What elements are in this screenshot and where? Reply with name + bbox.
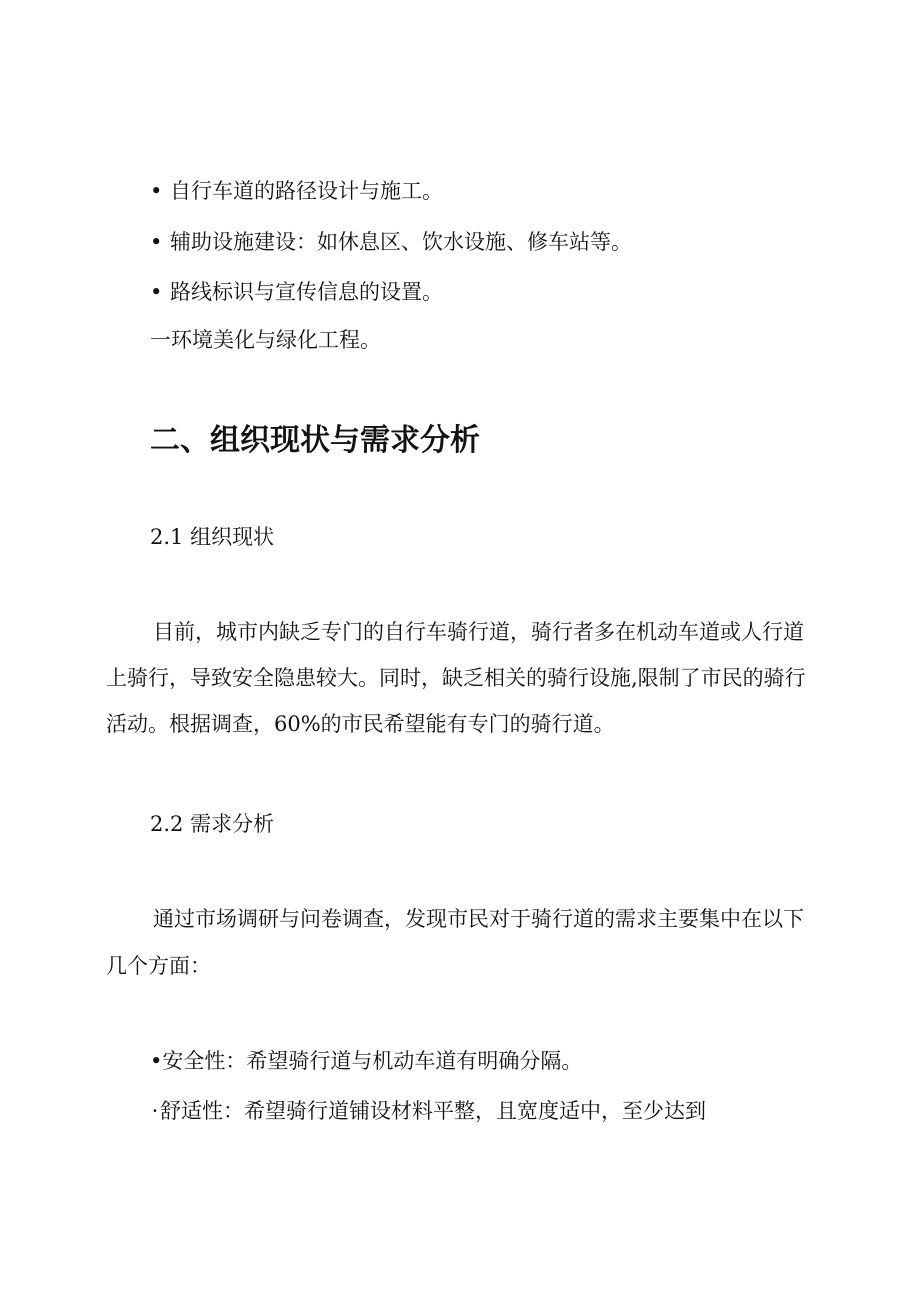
- list-item-text: 辅助设施建设：如休息区、饮水设施、修车站等。: [170, 230, 632, 254]
- paragraph-line: 上骑行，导致安全隐患较大。同时，缺乏相关的骑行设施,限制了市民的骑行: [106, 666, 806, 690]
- bullet-dot: •: [150, 230, 163, 254]
- bullet-dot: •: [150, 1049, 163, 1073]
- list-item-text: 舒适性：希望骑行道铺设材料平整，且宽度适中，至少达到: [160, 1099, 706, 1123]
- subsection-heading: 2.1 组织现状: [150, 525, 275, 549]
- list-item: [150, 176, 443, 206]
- list-item-text: 安全性：希望骑行道与机动车道有明确分隔。: [162, 1049, 583, 1073]
- list-item: [150, 1096, 706, 1126]
- subsection-heading: 2.2 需求分析: [150, 812, 275, 836]
- paragraph-line: 通过市场调研与问卷调查，发现市民对于骑行道的需求主要集中在以下: [153, 907, 804, 931]
- section-heading: 二、组织现状与需求分析: [150, 423, 480, 458]
- list-item: [150, 1046, 582, 1076]
- bullet-dot: ·: [151, 1099, 159, 1123]
- dash-list-item: 一环境美化与绿化工程。: [150, 328, 381, 352]
- list-item-text: 路线标识与宣传信息的设置。: [170, 280, 443, 304]
- paragraph-line: 活动。根据调查，60%的市民希望能有专门的骑行道。: [106, 712, 615, 736]
- paragraph-line: 几个方面：: [106, 954, 211, 978]
- list-item-text: 自行车道的路径设计与施工。: [170, 179, 443, 203]
- list-item: [150, 227, 632, 257]
- bullet-dot: •: [150, 280, 163, 304]
- bullet-dot: •: [150, 179, 163, 203]
- list-item: [150, 277, 443, 307]
- paragraph-line: 目前，城市内缺乏专门的自行车骑行道，骑行者多在机动车道或人行道: [153, 620, 804, 644]
